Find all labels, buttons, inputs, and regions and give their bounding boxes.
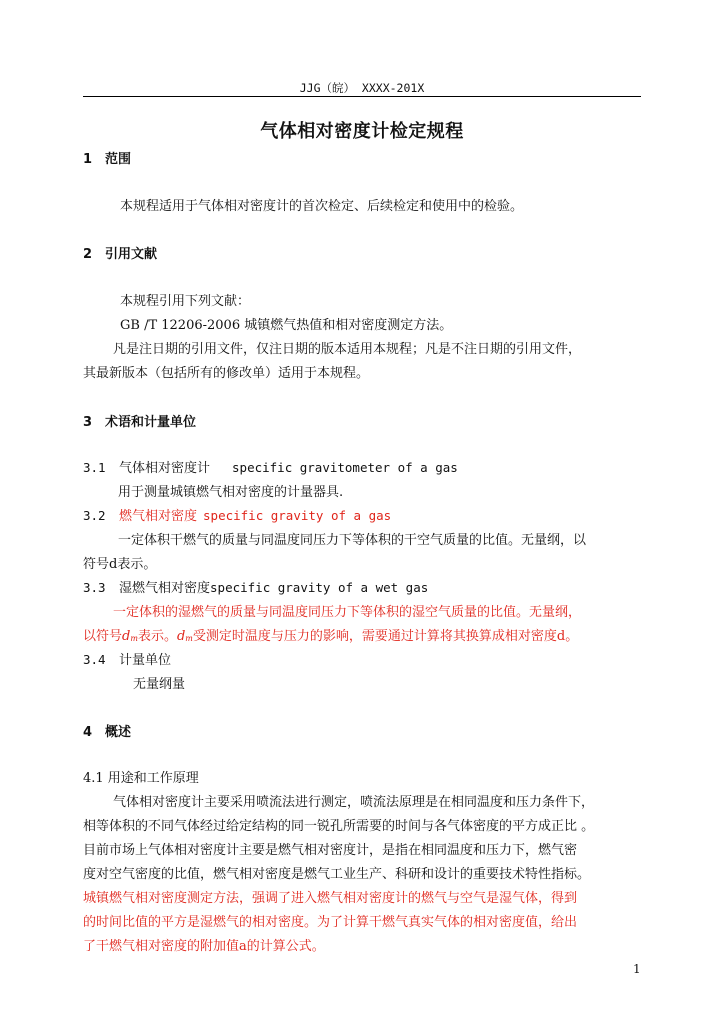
- section-4-line1: 气体相对密度计主要采用喷流法进行测定，喷流法原理是在相同温度和压力条件下，: [113, 795, 595, 810]
- term-3-2-definition-line1: 一定体积干燃气的质量与同温度同压力下等体积的干空气质量的比值。无量纲，以: [118, 533, 587, 548]
- section-4-line3: 目前市场上气体相对密度计主要是燃气相对密度计，是指在相同温度和压力下，燃气密: [83, 843, 578, 858]
- term-3-2-definition-line2: 符号d表示。: [83, 557, 157, 572]
- section-4-line2: 相等体积的不同气体经过给定结构的同一锐孔所需要的时间与各气体密度的平方成正比 。: [83, 819, 595, 834]
- section-2-line4: 其最新版本（包括所有的修改单）适用于本规程。: [83, 366, 370, 381]
- term-3-4: 3.4 计量单位: [83, 652, 172, 668]
- section-2-line1: 本规程引用下列文献：: [120, 294, 251, 309]
- document-header: JJG（皖） XXXX-201X: [299, 81, 425, 95]
- section-1-heading: 1 范围: [83, 152, 132, 167]
- section-2-line3: 凡是注日期的引用文件，仅注日期的版本适用本规程；凡是不注日期的引用文件，: [113, 342, 582, 357]
- document-title: 气体相对密度计检定规程: [260, 121, 464, 142]
- term-3-4-definition: 无量纲量: [133, 677, 186, 692]
- page-number: 1: [633, 962, 641, 976]
- section-4-line4: 度对空气密度的比值，燃气相对密度是燃气工业生产、科研和设计的重要技术特性指标。: [83, 867, 591, 882]
- term-3-2: 3.2 燃气相对密度 specific gravity of a gas: [83, 508, 392, 524]
- section-2-line2: GB /T 12206-2006 城镇燃气热值和相对密度测定方法。: [120, 318, 453, 333]
- header-rule: [83, 96, 641, 97]
- section-4-line6: 的时间比值的平方是湿燃气的相对密度。为了计算干燃气真实气体的相对密度值，给出: [83, 915, 578, 930]
- term-3-1-definition: 用于测量城镇燃气相对密度的计量器具.: [118, 485, 344, 500]
- section-4-line7: 了干燃气相对密度的附加值a的计算公式。: [83, 939, 325, 954]
- section-4-heading: 4 概述: [83, 725, 132, 740]
- section-2-heading: 2 引用文献: [83, 247, 158, 262]
- section-3-heading: 3 术语和计量单位: [83, 415, 197, 430]
- term-3-3-definition-line2: 以符号dm表示。dm受测定时温度与压力的影响，需要通过计算将其换算成相对密度d。: [83, 629, 579, 644]
- section-4-line5: 城镇燃气相对密度测定方法，强调了进入燃气相对密度计的燃气与空气是湿气体，得到: [83, 891, 578, 906]
- section-1-body: 本规程适用于气体相对密度计的首次检定、后续检定和使用中的检验。: [120, 199, 524, 214]
- term-3-3-definition-line1: 一定体积的湿燃气的质量与同温度同压力下等体积的湿空气质量的比值。无量纲，: [113, 605, 582, 620]
- subsection-4-1-title: 4.1 用途和工作原理: [83, 771, 199, 786]
- term-3-3: 3.3 湿燃气相对密度specific gravity of a wet gas: [83, 580, 429, 596]
- term-3-1: 3.1 气体相对密度计 specific gravitometer of a gas: [83, 460, 458, 476]
